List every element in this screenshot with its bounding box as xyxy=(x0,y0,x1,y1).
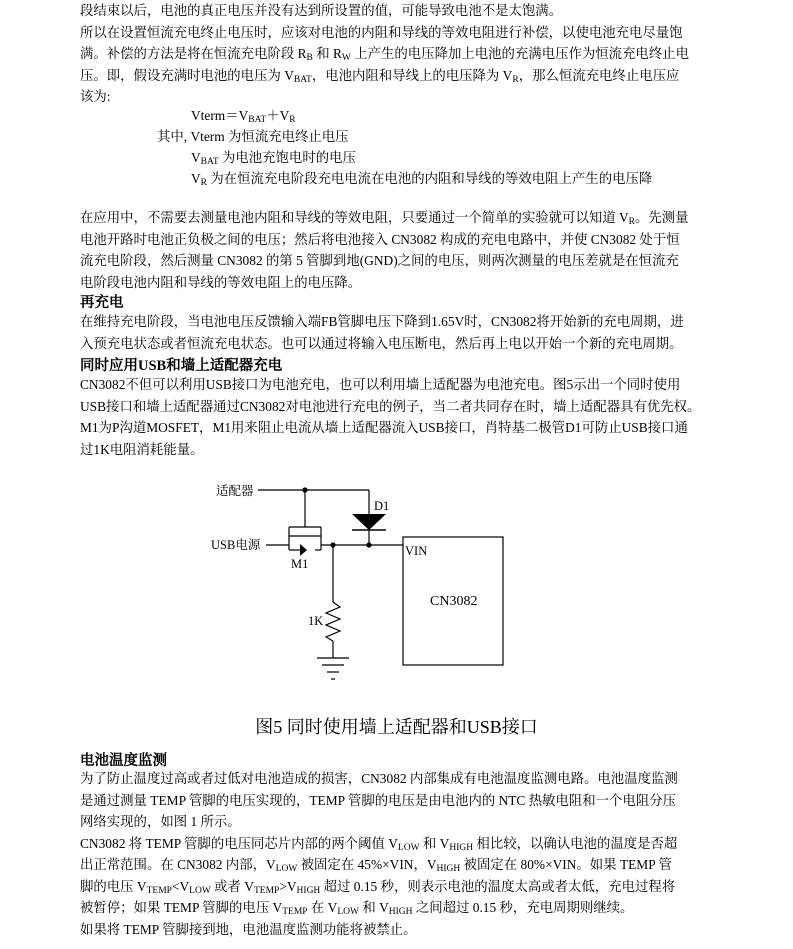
heading-dual-input: 同时应用USB和墙上适配器充电 xyxy=(80,358,283,374)
text-line: 网络实现的，如图 1 所示。 xyxy=(80,814,241,829)
text-line: 被暂停；如果 TEMP 管脚的电压 $V_{TEMP}$ 在 $V_{LOW}$ 和 $V_{HIGH}$ 之间超过 0.15 秒，充电周期则继续。 xyxy=(80,900,634,917)
label-chip: CN3082 xyxy=(430,594,478,609)
text-line: 流充电阶段，然后测量 CN3082 的第 5 管脚到地(GND)之间的电压，则两次测量的电压差就是在恒流充 xyxy=(80,253,679,268)
heading-recharge: 再充电 xyxy=(80,295,124,311)
formula-where: 其中, Vterm 为恒流充电终止电压 xyxy=(157,129,349,144)
formula-vbat-def: $V_{BAT}$ 为电池充饱电时的电压 xyxy=(191,150,356,167)
text-line: USB接口和墙上适配器通过CN3082对电池进行充电的例子，当二者共同存在时，墙上适配器具有优先权。 xyxy=(80,398,701,414)
text-line: 电池开路时电池正负极之间的电压；然后将电池接入 CN3082 构成的充电电路中，并使 CN3082 处于恒 xyxy=(80,231,680,247)
figure-caption: 图5 同时使用墙上适配器和USB接口 xyxy=(255,717,538,737)
label-d1: D1 xyxy=(374,499,390,513)
text-line: CN3082 将 TEMP 管脚的电压同芯片内部的两个阈值 $V_{LOW}$ 和 $V_{HIGH}$ 相比较，以确认电池的温度是否超 xyxy=(80,835,678,853)
text-line: 在应用中，不需要去测量电池内阻和导线的等效电阻，只要通过一个简单的实验就可以知道 $V_R$。先测量 xyxy=(80,210,689,227)
text-line: 所以在设置恒流充电终止电压时，应该对电池的内阻和导线的等效电阻进行补偿，以使电池充电尽量饱 xyxy=(80,24,683,40)
formula-vr-def: $V_R$ 为在恒流充电阶段充电电流在电池的内阻和导线的等效电阻上产生的电压降 xyxy=(191,171,653,188)
text-line: 是通过测量 TEMP 管脚的电压实现的，TEMP 管脚的电压是由电池内的 NTC 热敏电阻和一个电阻分压 xyxy=(80,792,677,808)
label-m1: M1 xyxy=(291,557,309,571)
formula-vterm: $Vterm=V_{BAT}+V_R$ xyxy=(191,108,296,125)
text-line: CN3082不但可以利用USB接口为电池充电，也可以利用墙上适配器为电池充电。图5示出一个同时使用 xyxy=(80,377,681,392)
text-line: 电阶段电池内阻和导线的等效电阻上的电压降。 xyxy=(80,274,362,290)
text-line: 出正常范围。在 CN3082 内部，$V_{LOW}$ 被固定在 45%×VIN，$V_{HIGH}$ 被固定在 80%×VIN。如果 TEMP 管 xyxy=(80,857,672,874)
text-line: M1为P沟道MOSFET，M1用来阻止电流从墙上适配器流入USB接口，肖特基二极管D1可防止USB接口通 xyxy=(80,420,688,435)
text-line: 入预充电状态或者恒流充电状态。也可以通过将输入电压断电，然后再上电以开始一个新的充电周期。 xyxy=(80,335,683,351)
text-line: 如果将 TEMP 管脚接到地，电池温度监测功能将被禁止。 xyxy=(80,921,417,937)
text-line: 压。即，假设充满时电池的电压为 $V_{BAT}$，电池内阻和导线上的电压降为 $V_R$，那么恒流充电终止电压应 xyxy=(80,67,680,85)
label-vin: VIN xyxy=(405,544,428,558)
label-resistor: 1K xyxy=(308,614,324,628)
text-line: 该为: xyxy=(80,89,111,104)
text-line: 脚的电压 $V_{TEMP}<V_{LOW}$ 或者 $V_{TEMP}>V_{HIGH}$ 超过 0.15 秒，则表示电池的温度太高或者太低，充电过程将 xyxy=(80,878,676,896)
paragraph-temperature xyxy=(80,768,712,940)
text-line: 在维持充电阶段，当电池电压反馈输入端FB管脚电压下降到1.65V时，CN3082将开始新的充电周期，进 xyxy=(80,314,684,329)
label-usb-power: USB电源 xyxy=(211,538,261,552)
text-line: 段结束以后，电池的真正电压并没有达到所设置的值，可能导致电池不是太饱满。 xyxy=(80,3,563,18)
text-line: 为了防止温度过高或者过低对电池造成的损害，CN3082 内部集成有电池温度监测电路。电池温度监测 xyxy=(80,771,678,786)
heading-temperature: 电池温度监测 xyxy=(80,753,167,769)
label-adapter: 适配器 xyxy=(216,484,254,498)
text-line: 满。补偿的方法是将在恒流充电阶段 $R_B$ 和 $R_W$ 上产生的电压降加上电池的充满电压作为恒流充电终止电 xyxy=(80,46,689,63)
text-line: 过1K电阻消耗能量。 xyxy=(80,441,204,457)
